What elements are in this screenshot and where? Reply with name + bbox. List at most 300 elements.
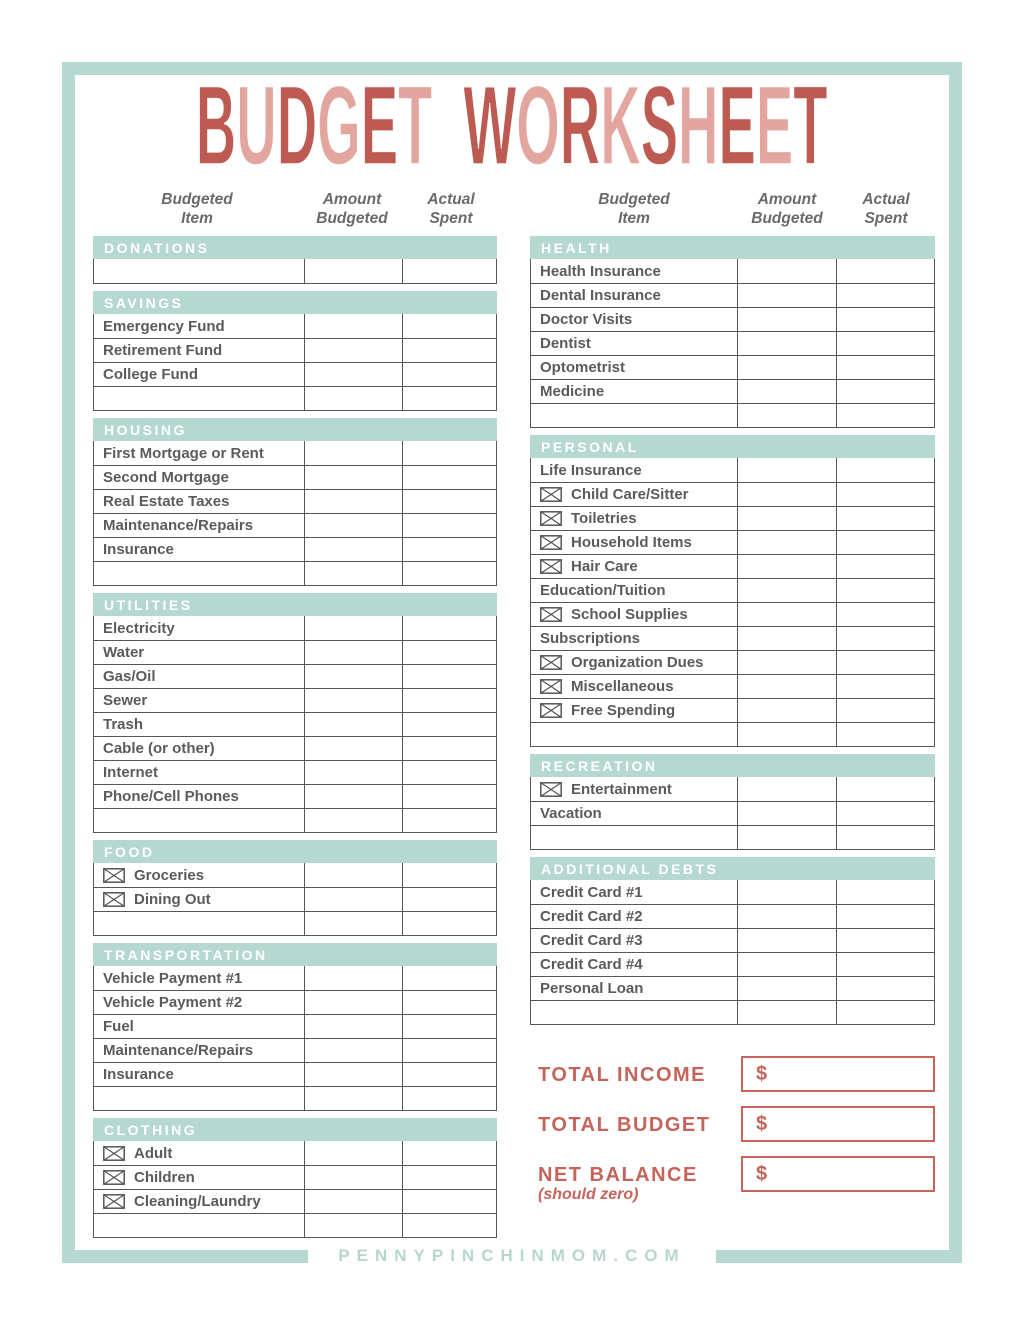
amount-budgeted-cell <box>737 675 836 698</box>
envelope-icon <box>540 487 562 502</box>
budget-item-label: Life Insurance <box>540 461 642 479</box>
envelope-icon <box>103 1194 125 1209</box>
budget-item-label: Free Spending <box>571 702 676 719</box>
budget-item-label: Fuel <box>103 1018 134 1035</box>
header-line: Budgeted <box>316 210 388 227</box>
budget-item-cell <box>94 1166 304 1189</box>
actual-spent-cell <box>402 665 496 688</box>
budget-item-label: Education/Tuition <box>540 582 666 599</box>
amount-budgeted-cell <box>737 332 836 355</box>
table-row-empty <box>94 911 496 935</box>
table-row-electricity <box>94 616 496 640</box>
total-income-label: TOTAL INCOME <box>538 1064 706 1086</box>
table-row-real-estate-taxes <box>94 489 496 513</box>
table-row-first-mortgage-or-rent <box>94 441 496 465</box>
header-actual-spent-right <box>862 190 909 228</box>
header-line: Budgeted <box>598 191 670 208</box>
actual-spent-cell <box>402 363 496 386</box>
budget-item-cell <box>531 579 737 602</box>
actual-spent-cell <box>402 809 496 832</box>
actual-spent-cell <box>402 689 496 712</box>
section-recreation <box>530 754 935 850</box>
table-row-phone-cell-phones <box>94 784 496 808</box>
budget-item-cell <box>94 641 304 664</box>
budget-item-cell <box>94 1214 304 1237</box>
section-header-food: FOOD <box>93 840 497 863</box>
amount-budgeted-cell <box>737 259 836 283</box>
section-clothing <box>93 1118 497 1238</box>
amount-budgeted-cell <box>304 1141 402 1165</box>
amount-budgeted-cell <box>737 356 836 379</box>
section-header-transportation: TRANSPORTATION <box>93 943 497 966</box>
amount-budgeted-cell <box>737 699 836 722</box>
table-row-credit-card-1 <box>531 880 934 904</box>
table-row-empty <box>94 561 496 585</box>
actual-spent-cell <box>836 777 934 801</box>
table-row-fuel <box>94 1014 496 1038</box>
actual-spent-cell <box>836 723 934 746</box>
section-body-donations <box>93 259 497 284</box>
budget-item-cell <box>94 490 304 513</box>
budget-item-cell <box>531 826 737 849</box>
actual-spent-cell <box>402 863 496 887</box>
amount-budgeted-cell <box>737 880 836 904</box>
footer-brand: PENNYPINCHINMOM.COM <box>308 1245 715 1267</box>
amount-budgeted-cell <box>304 466 402 489</box>
budget-item-cell <box>94 1063 304 1086</box>
budget-item-cell <box>94 912 304 935</box>
actual-spent-cell <box>402 387 496 410</box>
actual-spent-cell <box>836 356 934 379</box>
header-line: Actual <box>427 191 475 208</box>
table-row-doctor-visits <box>531 307 934 331</box>
amount-budgeted-cell <box>737 507 836 530</box>
actual-spent-cell <box>836 507 934 530</box>
table-row-cable-or-other <box>94 736 496 760</box>
actual-spent-cell <box>836 531 934 554</box>
actual-spent-cell <box>836 284 934 307</box>
section-header-housing: HOUSING <box>93 418 497 441</box>
title-letter: K <box>600 63 642 188</box>
header-line: Amount <box>322 191 382 208</box>
budget-item-cell <box>94 562 304 585</box>
budget-item-label: Maintenance/Repairs <box>103 1042 254 1059</box>
budget-item-cell <box>531 356 737 379</box>
actual-spent-cell <box>402 1039 496 1062</box>
table-row-vehicle-payment-2 <box>94 990 496 1014</box>
table-row-optometrist <box>531 355 934 379</box>
budget-item-label: Electricity <box>103 619 175 637</box>
budget-item-cell <box>531 675 737 698</box>
amount-budgeted-cell <box>304 809 402 832</box>
section-header-donations: DONATIONS <box>93 236 497 259</box>
actual-spent-cell <box>836 802 934 825</box>
amount-budgeted-cell <box>737 555 836 578</box>
actual-spent-cell <box>836 905 934 928</box>
actual-spent-cell <box>836 675 934 698</box>
header-line: Budgeted <box>751 210 823 227</box>
amount-budgeted-cell <box>304 1039 402 1062</box>
amount-budgeted-cell <box>304 441 402 465</box>
table-row-empty <box>94 1086 496 1110</box>
budget-item-cell <box>94 713 304 736</box>
amount-budgeted-cell <box>737 458 836 482</box>
budget-item-label: Insurance <box>103 541 174 558</box>
amount-budgeted-cell <box>737 929 836 952</box>
budget-item-label: Credit Card #2 <box>540 908 643 925</box>
amount-budgeted-cell <box>737 977 836 1000</box>
budget-item-cell <box>531 308 737 331</box>
budget-item-cell <box>531 651 737 674</box>
budget-item-label: Sewer <box>103 692 148 709</box>
actual-spent-cell <box>402 538 496 561</box>
budget-item-label: Credit Card #1 <box>540 883 643 901</box>
actual-spent-cell <box>402 441 496 465</box>
envelope-icon <box>540 535 562 550</box>
budget-item-label: School Supplies <box>571 606 688 623</box>
table-row-credit-card-3 <box>531 928 934 952</box>
header-line: Budgeted <box>161 191 233 208</box>
budget-item-cell <box>94 888 304 911</box>
actual-spent-cell <box>836 929 934 952</box>
budget-item-cell <box>531 380 737 403</box>
table-row-credit-card-4 <box>531 952 934 976</box>
amount-budgeted-cell <box>737 826 836 849</box>
actual-spent-cell <box>402 466 496 489</box>
section-additional-debts <box>530 857 935 1025</box>
table-row-children <box>94 1165 496 1189</box>
section-personal <box>530 435 935 747</box>
budget-item-cell <box>94 737 304 760</box>
amount-budgeted-cell <box>304 863 402 887</box>
header-amount-budgeted-left <box>316 190 387 228</box>
amount-budgeted-cell <box>304 259 402 283</box>
budget-item-cell <box>531 531 737 554</box>
table-row-dining-out <box>94 887 496 911</box>
actual-spent-cell <box>402 991 496 1014</box>
header-line: Spent <box>864 210 908 227</box>
header-line: Item <box>181 210 213 227</box>
amount-budgeted-cell <box>304 689 402 712</box>
section-body-food <box>93 863 497 936</box>
table-row-empty <box>531 825 934 849</box>
budget-item-label: Children <box>134 1169 195 1186</box>
budget-item-label: Internet <box>103 764 159 781</box>
table-row-child-care-sitter <box>531 482 934 506</box>
table-row-organization-dues <box>531 650 934 674</box>
actual-spent-cell <box>836 826 934 849</box>
section-header-health: HEALTH <box>530 236 935 259</box>
budget-item-label: Second Mortgage <box>103 469 229 486</box>
net-balance-note: (should zero) <box>538 1186 639 1203</box>
amount-budgeted-cell <box>304 1087 402 1110</box>
amount-budgeted-cell <box>304 641 402 664</box>
amount-budgeted-cell <box>304 1214 402 1237</box>
amount-budgeted-cell <box>304 387 402 410</box>
envelope-icon <box>103 892 125 907</box>
actual-spent-cell <box>402 616 496 640</box>
section-body-personal <box>530 458 935 747</box>
budget-item-cell <box>531 259 737 283</box>
section-body-additional-debts <box>530 880 935 1025</box>
budget-item-label: College Fund <box>103 366 198 383</box>
amount-budgeted-cell <box>304 616 402 640</box>
budget-item-label: Health Insurance <box>540 262 661 280</box>
section-header-savings: SAVINGS <box>93 291 497 314</box>
section-header-additional-debts: ADDITIONAL DEBTS <box>530 857 935 880</box>
table-row-empty <box>531 1000 934 1024</box>
table-row-empty <box>531 722 934 746</box>
budget-item-cell <box>94 1015 304 1038</box>
budget-item-cell <box>531 1001 737 1024</box>
budget-item-label: Retirement Fund <box>103 342 223 359</box>
table-row-health-insurance <box>531 259 934 283</box>
title-letter: E <box>756 63 794 188</box>
table-row-maintenance-repairs <box>94 513 496 537</box>
budget-item-cell <box>94 538 304 561</box>
actual-spent-cell <box>836 1001 934 1024</box>
actual-spent-cell <box>402 1214 496 1237</box>
budget-item-cell <box>531 880 737 904</box>
section-utilities <box>93 593 497 833</box>
footer <box>0 1245 1024 1267</box>
actual-spent-cell <box>402 1166 496 1189</box>
table-row-medicine <box>531 379 934 403</box>
amount-budgeted-cell <box>304 1190 402 1213</box>
amount-budgeted-cell <box>737 531 836 554</box>
right-budget-table <box>530 236 935 1032</box>
amount-budgeted-cell <box>304 490 402 513</box>
budget-item-label: Vehicle Payment #1 <box>103 969 243 987</box>
section-savings <box>93 291 497 411</box>
section-body-health <box>530 259 935 428</box>
amount-budgeted-cell <box>737 802 836 825</box>
title-letter: W <box>463 63 517 188</box>
budget-item-cell <box>531 507 737 530</box>
table-row-empty <box>94 808 496 832</box>
budget-item-cell <box>94 665 304 688</box>
header-line: Actual <box>862 191 910 208</box>
amount-budgeted-cell <box>737 483 836 506</box>
header-budgeted-item-left <box>161 190 232 228</box>
budget-item-cell <box>94 1087 304 1110</box>
table-row-groceries <box>94 863 496 887</box>
budget-item-cell <box>94 466 304 489</box>
header-line: Amount <box>757 191 817 208</box>
actual-spent-cell <box>402 1141 496 1165</box>
table-row-water <box>94 640 496 664</box>
table-row-vehicle-payment-1 <box>94 966 496 990</box>
actual-spent-cell <box>836 404 934 427</box>
table-row-retirement-fund <box>94 338 496 362</box>
table-row-personal-loan <box>531 976 934 1000</box>
budget-item-label: Dining Out <box>134 891 211 908</box>
table-row-free-spending <box>531 698 934 722</box>
budget-item-cell <box>531 555 737 578</box>
actual-spent-cell <box>402 1087 496 1110</box>
actual-spent-cell <box>836 458 934 482</box>
title-letter: R <box>560 63 601 188</box>
section-body-savings <box>93 314 497 411</box>
actual-spent-cell <box>402 737 496 760</box>
amount-budgeted-cell <box>737 651 836 674</box>
header-actual-spent-left <box>427 190 474 228</box>
amount-budgeted-cell <box>304 1015 402 1038</box>
budget-item-cell <box>94 689 304 712</box>
table-row-insurance <box>94 1062 496 1086</box>
amount-budgeted-cell <box>304 713 402 736</box>
envelope-icon <box>540 703 562 718</box>
table-row-vacation <box>531 801 934 825</box>
budget-item-label: Child Care/Sitter <box>571 486 689 503</box>
section-body-transportation <box>93 966 497 1111</box>
section-body-utilities <box>93 616 497 833</box>
budget-item-cell <box>531 458 737 482</box>
budget-item-label: Organization Dues <box>571 654 704 671</box>
budget-item-label: Trash <box>103 716 144 733</box>
table-row-maintenance-repairs <box>94 1038 496 1062</box>
budget-item-cell <box>531 802 737 825</box>
actual-spent-cell <box>836 880 934 904</box>
table-row-life-insurance <box>531 458 934 482</box>
section-header-recreation: RECREATION <box>530 754 935 777</box>
title-letter: S <box>641 63 679 188</box>
budget-item-cell <box>531 777 737 801</box>
table-row-dentist <box>531 331 934 355</box>
amount-budgeted-cell <box>304 514 402 537</box>
budget-item-cell <box>94 991 304 1014</box>
actual-spent-cell <box>402 514 496 537</box>
amount-budgeted-cell <box>737 953 836 976</box>
envelope-icon <box>540 607 562 622</box>
actual-spent-cell <box>836 332 934 355</box>
actual-spent-cell <box>836 651 934 674</box>
actual-spent-cell <box>402 490 496 513</box>
actual-spent-cell <box>402 314 496 338</box>
amount-budgeted-cell <box>304 665 402 688</box>
budget-item-label: Adult <box>134 1144 173 1162</box>
actual-spent-cell <box>402 1063 496 1086</box>
dollar-sign: $ <box>756 1112 768 1135</box>
table-row-empty <box>531 403 934 427</box>
header-budgeted-item-right <box>598 190 669 228</box>
table-row-adult <box>94 1141 496 1165</box>
header-line: Spent <box>429 210 473 227</box>
budget-item-cell <box>94 441 304 465</box>
dollar-sign: $ <box>756 1162 768 1185</box>
table-row-empty <box>94 259 496 283</box>
actual-spent-cell <box>402 339 496 362</box>
title-letter: B <box>196 63 237 188</box>
actual-spent-cell <box>836 603 934 626</box>
budget-item-cell <box>94 863 304 887</box>
budget-item-label: Miscellaneous <box>571 678 674 695</box>
amount-budgeted-cell <box>737 284 836 307</box>
envelope-icon <box>540 782 562 797</box>
table-row-empty <box>94 1213 496 1237</box>
total-income-box <box>741 1056 935 1092</box>
budget-item-label: Hair Care <box>571 558 638 575</box>
actual-spent-cell <box>402 259 496 283</box>
table-row-miscellaneous <box>531 674 934 698</box>
header-amount-budgeted-right <box>751 190 822 228</box>
table-row-school-supplies <box>531 602 934 626</box>
budget-item-cell <box>531 603 737 626</box>
budget-item-cell <box>94 616 304 640</box>
budget-item-cell <box>531 723 737 746</box>
actual-spent-cell <box>402 761 496 784</box>
envelope-icon <box>103 868 125 883</box>
envelope-icon <box>540 679 562 694</box>
table-row-education-tuition <box>531 578 934 602</box>
actual-spent-cell <box>402 1015 496 1038</box>
budget-item-label: Toiletries <box>571 510 637 527</box>
actual-spent-cell <box>402 713 496 736</box>
amount-budgeted-cell <box>304 1166 402 1189</box>
budget-item-label: Household Items <box>571 534 692 551</box>
budget-item-label: Dental Insurance <box>540 287 661 304</box>
title-letter: E <box>361 63 399 188</box>
amount-budgeted-cell <box>737 603 836 626</box>
budget-item-cell <box>94 1141 304 1165</box>
actual-spent-cell <box>836 380 934 403</box>
dollar-sign: $ <box>756 1062 768 1085</box>
section-body-housing <box>93 441 497 586</box>
header-line: Item <box>618 210 650 227</box>
actual-spent-cell <box>836 579 934 602</box>
section-body-clothing <box>93 1141 497 1238</box>
budget-item-cell <box>531 627 737 650</box>
budget-item-label: First Mortgage or Rent <box>103 444 264 462</box>
amount-budgeted-cell <box>304 339 402 362</box>
table-row-internet <box>94 760 496 784</box>
budget-item-label: Medicine <box>540 383 605 400</box>
section-transportation <box>93 943 497 1111</box>
actual-spent-cell <box>836 483 934 506</box>
budget-item-cell <box>94 809 304 832</box>
amount-budgeted-cell <box>737 1001 836 1024</box>
envelope-icon <box>540 511 562 526</box>
amount-budgeted-cell <box>737 308 836 331</box>
actual-spent-cell <box>836 977 934 1000</box>
budget-item-label: Personal Loan <box>540 980 644 997</box>
budget-item-label: Water <box>103 644 145 661</box>
table-row-emergency-fund <box>94 314 496 338</box>
budget-item-cell <box>531 404 737 427</box>
budget-item-label: Dentist <box>540 335 591 352</box>
budget-item-cell <box>94 363 304 386</box>
budget-item-label: Optometrist <box>540 359 626 376</box>
actual-spent-cell <box>836 259 934 283</box>
table-row-insurance <box>94 537 496 561</box>
table-row-trash <box>94 712 496 736</box>
budget-item-cell <box>531 929 737 952</box>
table-row-gas-oil <box>94 664 496 688</box>
budget-item-label: Entertainment <box>571 780 672 798</box>
budget-item-cell <box>531 284 737 307</box>
total-budget-box <box>741 1106 935 1142</box>
actual-spent-cell <box>836 308 934 331</box>
envelope-icon <box>540 559 562 574</box>
table-row-dental-insurance <box>531 283 934 307</box>
budget-item-label: Doctor Visits <box>540 311 633 328</box>
section-header-personal: PERSONAL <box>530 435 935 458</box>
amount-budgeted-cell <box>737 579 836 602</box>
title-letter: U <box>236 63 278 188</box>
section-food <box>93 840 497 936</box>
title-letter: D <box>277 63 318 188</box>
title-letter: E <box>718 63 757 188</box>
